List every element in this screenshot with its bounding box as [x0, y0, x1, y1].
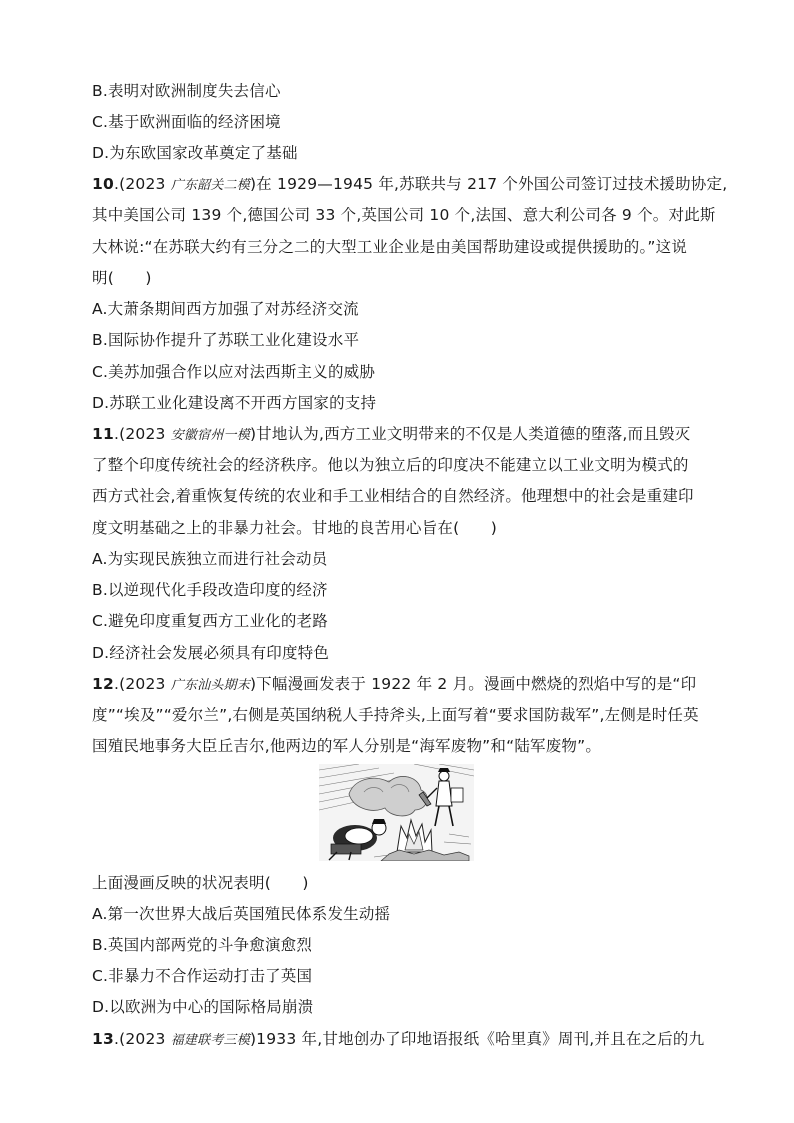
q10-option-a: A.大萧条期间西方加强了对苏经济交流	[92, 300, 359, 318]
q12-option-c: C.非暴力不合作运动打击了英国	[92, 967, 313, 985]
q9-option-b: B.表明对欧洲制度失去信心	[92, 82, 281, 100]
q11-stem-line-3: 西方式社会,着重恢复传统的农业和手工业相结合的自然经济。他理想中的社会是重建印	[92, 487, 694, 505]
q10-option-d: D.苏联工业化建设离不开西方国家的支持	[92, 394, 377, 412]
q12-option-b: B.英国内部两党的斗争愈演愈烈	[92, 936, 313, 954]
q12-stem-line-2: 度”“埃及”“爱尔兰”,右侧是英国纳税人手持斧头,上面写着“要求国防裁军”,左侧是时任英	[92, 706, 699, 724]
q12-source-open: .(2023	[113, 675, 171, 693]
q12-option-d: D.以欧洲为中心的国际格局崩溃	[92, 998, 314, 1016]
q10-stem-line-2: 其中美国公司 139 个,德国公司 33 个,英国公司 10 个,法国、意大利公司各 9 个。对此斯	[92, 206, 716, 224]
q11-number: 11	[92, 425, 114, 443]
political-cartoon-image	[319, 764, 474, 861]
q11-source-open: .(2023	[113, 425, 171, 443]
q12-source: 广东汕头期末	[170, 678, 250, 693]
q11-source: 安徽宿州一模	[170, 428, 250, 443]
q13-stem-text: )1933 年,甘地创办了印地语报纸《哈里真》周刊,并且在之后的九	[249, 1030, 705, 1048]
q11-stem-text: )甘地认为,西方工业文明带来的不仅是人类道德的堕落,而且毁灭	[249, 425, 691, 443]
q11-stem-line-4: 度文明基础之上的非暴力社会。甘地的良苦用心旨在( )	[92, 519, 497, 537]
q9-option-d: D.为东欧国家改革奠定了基础	[92, 144, 298, 162]
q10-stem-line-3: 大林说:“在苏联大约有三分之二的大型工业企业是由美国帮助建设或提供援助的。”这说	[92, 238, 688, 256]
q13-number: 13	[92, 1030, 114, 1048]
q11-option-b: B.以逆现代化手段改造印度的经济	[92, 581, 328, 599]
q10-source: 广东韶关二模	[170, 178, 250, 193]
q12-option-a: A.第一次世界大战后英国殖民体系发生动摇	[92, 905, 391, 923]
q10-source-open: .(2023	[113, 175, 171, 193]
q12-stem-line-3: 国殖民地事务大臣丘吉尔,他两边的军人分别是“海军废物”和“陆军废物”。	[92, 737, 602, 755]
q12-stem-text: )下幅漫画发表于 1922 年 2 月。漫画中燃烧的烈焰中写的是“印	[249, 675, 697, 693]
q13-stem-line-1	[92, 1029, 704, 1051]
q11-option-c: C.避免印度重复西方工业化的老路	[92, 612, 328, 630]
q11-stem-line-1	[92, 424, 690, 446]
q10-stem-line-4: 明( )	[92, 269, 152, 287]
q13-source: 福建联考三模	[170, 1033, 250, 1048]
q11-option-d: D.经济社会发展必须具有印度特色	[92, 644, 330, 662]
q11-stem-line-2: 了整个印度传统社会的经济秩序。他以为独立后的印度决不能建立以工业文明为模式的	[92, 456, 689, 474]
q12-question-stem: 上面漫画反映的状况表明( )	[92, 874, 309, 892]
q11-option-a: A.为实现民族独立而进行社会动员	[92, 550, 328, 568]
q9-option-c: C.基于欧洲面临的经济困境	[92, 113, 281, 131]
q10-option-c: C.美苏加强合作以应对法西斯主义的威胁	[92, 363, 376, 381]
q12-stem-line-1	[92, 674, 696, 696]
q10-option-b: B.国际协作提升了苏联工业化建设水平	[92, 331, 360, 349]
q10-number: 10	[92, 175, 114, 193]
q13-source-open: .(2023	[113, 1030, 171, 1048]
q12-number: 12	[92, 675, 114, 693]
q10-stem-text: )在 1929—1945 年,苏联共与 217 个外国公司签订过技术援助协定,	[249, 175, 728, 193]
q10-stem-line-1	[92, 174, 727, 196]
